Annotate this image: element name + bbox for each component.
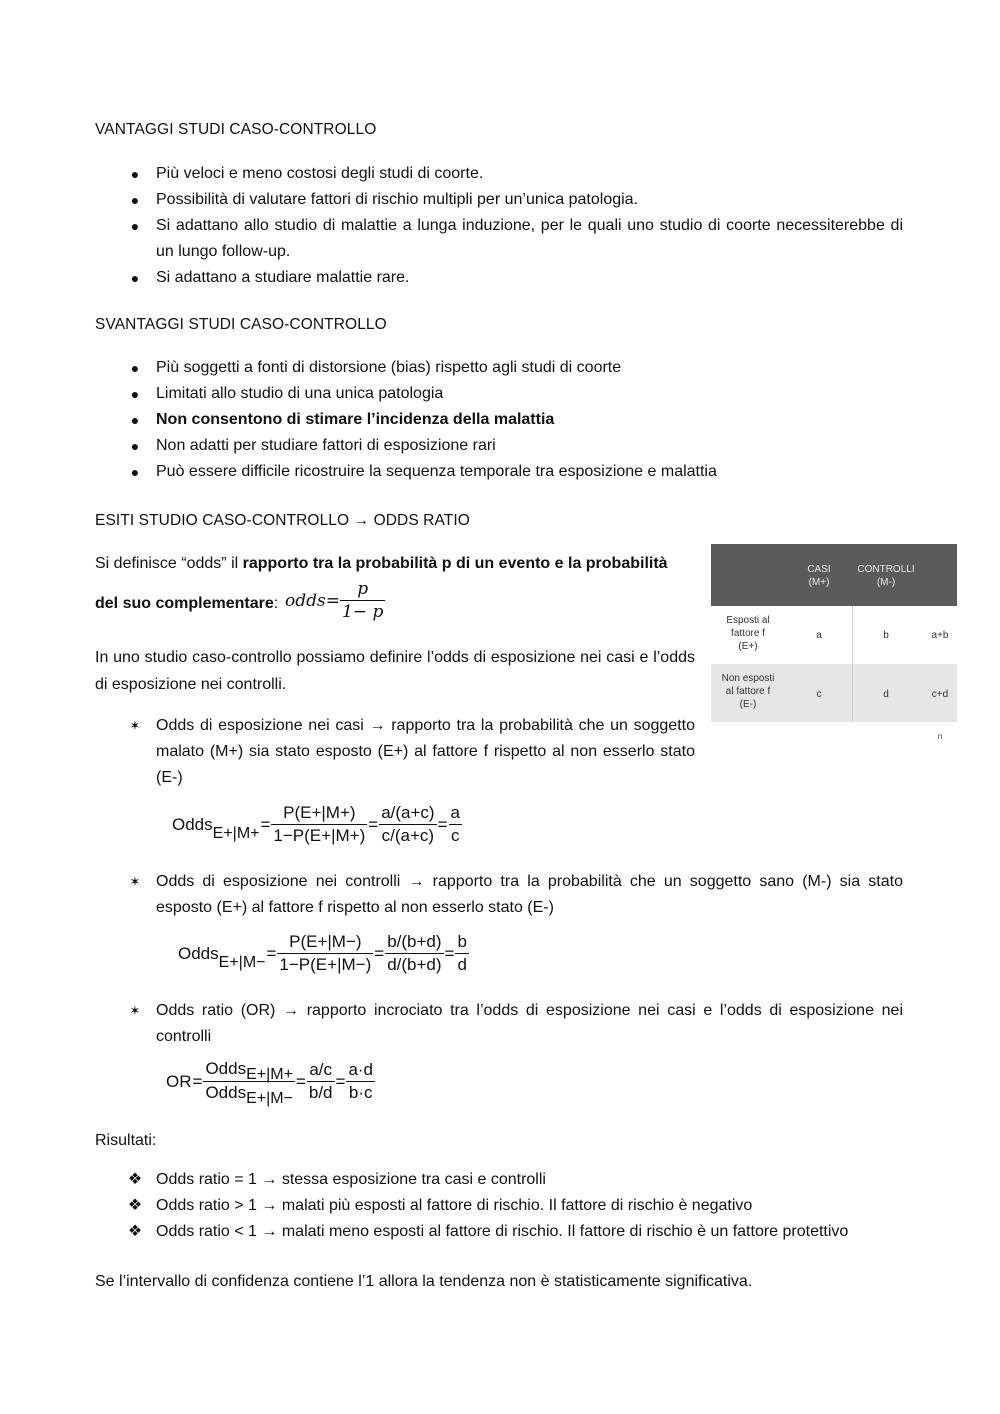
table-divider bbox=[852, 606, 853, 722]
list-item: ● Si adattano a studiare malattie rare. bbox=[95, 265, 903, 291]
star-bullet-icon: ✶ bbox=[129, 1003, 141, 1018]
diamond-bullet-icon: ❖ bbox=[127, 1223, 143, 1240]
odds-formula: odds = $\frac{p}{1- p}$ bbox=[285, 579, 384, 622]
star-bullet-icon: ✶ bbox=[129, 718, 141, 733]
disc-bullet-icon: ● bbox=[130, 464, 140, 480]
disc-bullet-icon: ● bbox=[130, 360, 140, 376]
list-item: ❖ Odds ratio > 1 → malati più esposti al fattore di rischio. Il fattore di rischio è negativo bbox=[95, 1193, 903, 1219]
vantaggi-list bbox=[95, 161, 903, 291]
list-item: ❖ Odds ratio = 1 → stessa esposizione tra casi e controlli bbox=[95, 1167, 903, 1193]
table-head-casi: CASI (M+) bbox=[807, 564, 831, 588]
list-item: ● Può essere difficile ricostruire la sequenza temporale tra esposizione e malattia bbox=[95, 459, 903, 485]
disc-bullet-icon: ● bbox=[130, 166, 140, 182]
conclusion: Se l’intervallo di confidenza contiene l’1 allora la tendenza non è statisticamente significativa. bbox=[95, 1273, 753, 1290]
list-item: ● Si adattano allo studio di malattie a lunga induzione, per le quali uno studio di coorte necessiterebbe di un lungo follow-up. bbox=[95, 213, 903, 265]
disc-bullet-icon: ● bbox=[130, 218, 140, 234]
odds-definition-cont: del suo complementare: bbox=[95, 595, 279, 612]
results-label: Risultati: bbox=[95, 1132, 157, 1149]
odds-ratio-item bbox=[95, 998, 903, 1050]
list-item: ● Più veloci e meno costosi degli studi di coorte. bbox=[95, 161, 903, 187]
table-cell: c bbox=[816, 689, 822, 700]
list-item: ● Più soggetti a fonti di distorsione (bias) rispetto agli studi di coorte bbox=[95, 355, 903, 381]
table-cell: b bbox=[883, 630, 889, 641]
disc-bullet-icon: ● bbox=[130, 386, 140, 402]
list-item: ✶ Odds ratio (OR) → rapporto incrociato tra l’odds di esposizione nei casi e l’odds di esposizione nei controlli bbox=[95, 998, 903, 1050]
table-cell: a+b bbox=[931, 630, 949, 641]
star-bullet-icon: ✶ bbox=[129, 874, 141, 889]
table-head-controlli: CONTROLLI (M-) bbox=[857, 564, 915, 588]
list-item: ● Non adatti per studiare fattori di esposizione rari bbox=[95, 433, 903, 459]
list-item: ✶ Odds di esposizione nei controlli → rapporto tra la probabilità che un soggetto sano (M-) sia stato esposto (E+) al fattore f rispetto al non esserlo stato (E-) bbox=[95, 869, 903, 921]
section-svantaggi-title: SVANTAGGI STUDI CASO-CONTROLLO bbox=[95, 316, 387, 333]
table-cell: a bbox=[816, 630, 822, 641]
odds-controlli-item bbox=[95, 869, 903, 921]
odds-definition: Si definisce “odds” il rapporto tra la probabilità p di un evento e la probabilità bbox=[95, 555, 668, 572]
intro-paragraph: In uno studio caso-controllo possiamo definire l’odds di esposizione nei casi e l’odds di esposizione nei controlli. bbox=[95, 649, 695, 693]
list-item: ● Non consentono di stimare l’incidenza della malattia bbox=[95, 407, 903, 433]
diamond-bullet-icon: ❖ bbox=[127, 1197, 143, 1214]
disc-bullet-icon: ● bbox=[130, 438, 140, 454]
disc-bullet-icon: ● bbox=[130, 412, 140, 428]
formula-odds-controlli: Odds E+|M− = $\frac{P(E+|M-)}{1-P(E+|M-)}$ = $\frac{b/(b+d)}{d/(b+d)}$ = $\frac{b}{d}$ bbox=[178, 932, 467, 974]
section-vantaggi-title: VANTAGGI STUDI CASO-CONTROLLO bbox=[95, 121, 377, 138]
table-cell: d bbox=[883, 689, 889, 700]
disc-bullet-icon: ● bbox=[130, 192, 140, 208]
list-item: ❖ Odds ratio < 1 → malati meno esposti al fattore di rischio. Il fattore di rischio è un fattore protettivo bbox=[95, 1219, 903, 1245]
odds-casi-item bbox=[95, 713, 695, 791]
formula-odds-casi: Odds E+|M+ = $\frac{P(E+|M+)}{1-P(E+|M+)}$ = $\frac{a/(a+c)}{c/(a+c)}$ = $\frac{a}{c}$ bbox=[172, 803, 460, 845]
contingency-table bbox=[711, 544, 957, 740]
disc-bullet-icon: ● bbox=[130, 270, 140, 286]
list-item: ● Possibilità di valutare fattori di rischio multipli per un’unica patologia. bbox=[95, 187, 903, 213]
diamond-bullet-icon: ❖ bbox=[127, 1171, 143, 1188]
table-row-label-esposti: Esposti al fattore f (E+) bbox=[726, 615, 770, 652]
table-cell: c+d bbox=[931, 689, 949, 700]
formula-odds-ratio: OR = $\frac{\text{OddsE+|M+}}{\text{OddsE+|M−}}$ = $\frac{a/c}{b/d}$ = $\frac{a\cdot d}{b\cdot c}$ bbox=[166, 1059, 374, 1107]
list-item: ● Limitati allo studio di una unica patologia bbox=[95, 381, 903, 407]
list-item: ✶ Odds di esposizione nei casi → rapporto tra la probabilità che un soggetto malato (M+) sia stato esposto (E+) al fattore f rispetto al non esserlo stato (E-) bbox=[95, 713, 695, 791]
svantaggi-list bbox=[95, 355, 903, 485]
results-list bbox=[95, 1167, 903, 1245]
section-esiti-title: ESITI STUDIO CASO-CONTROLLO → ODDS RATIO bbox=[95, 512, 470, 529]
odds-fraction: $\frac{p}{1- p}$ bbox=[341, 579, 384, 622]
table-total: n bbox=[937, 732, 943, 741]
table-row-label-non-esposti: Non esposti al fattore f (E-) bbox=[721, 673, 775, 710]
